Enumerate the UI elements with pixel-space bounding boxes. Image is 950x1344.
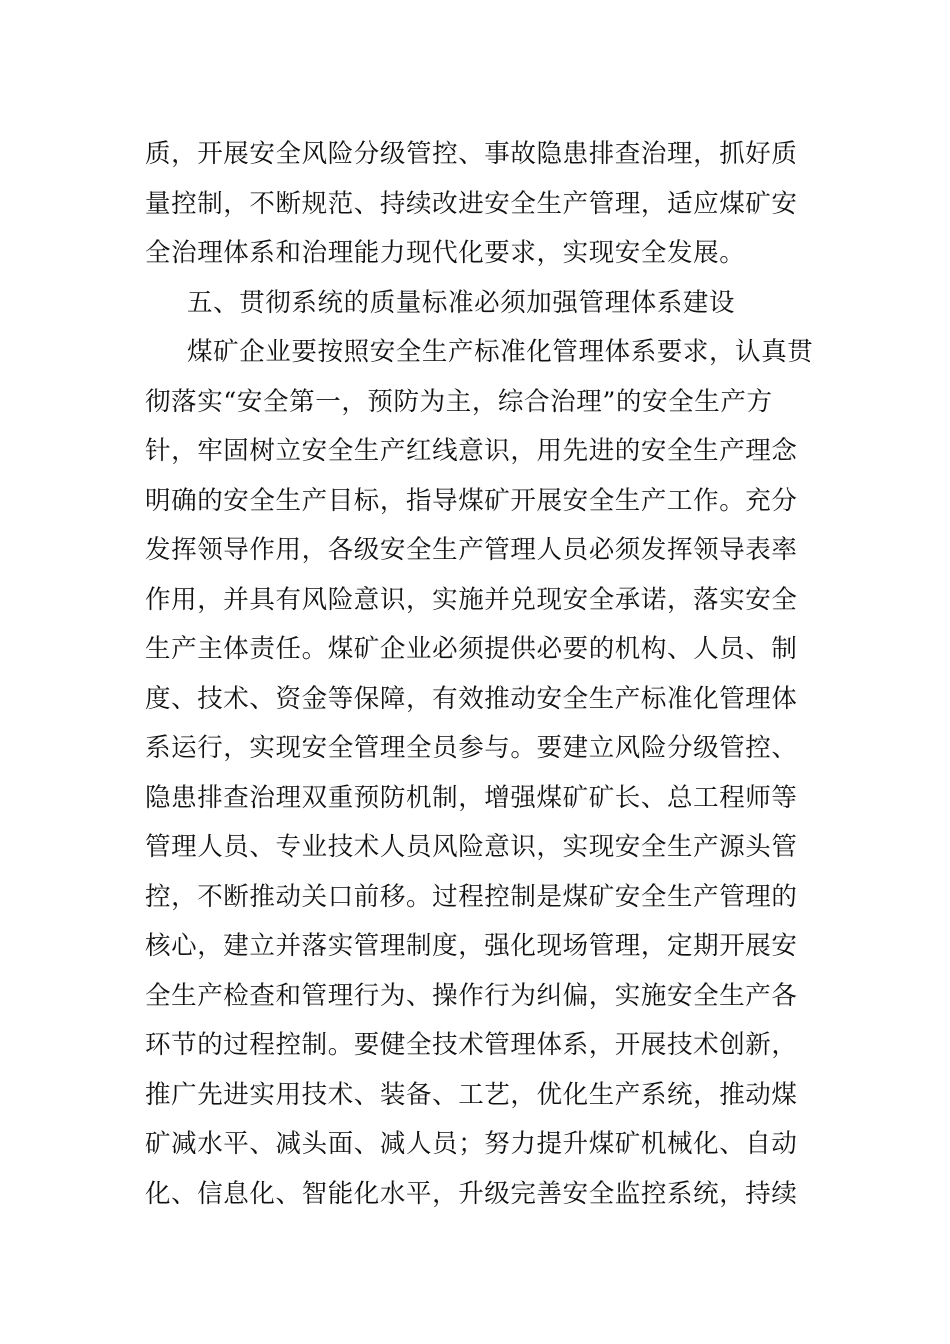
text-line: 发挥领导作用，各级安全生产管理人员必须发挥领导表率 bbox=[145, 535, 798, 565]
text-line: 生产主体责任。煤矿企业必须提供必要的机构、人员、制 bbox=[145, 634, 798, 664]
text-line: 彻落实“安全第一，预防为主，综合治理”的安全生产方 bbox=[145, 386, 773, 417]
text-line: 化、信息化、智能化水平，升级完善安全监控系统，持续 bbox=[145, 1178, 798, 1209]
text-line: 核心，建立并落实管理制度，强化现场管理，定期开展安 bbox=[145, 931, 798, 961]
text-line: 量控制，不断规范、持续改进安全生产管理，适应煤矿安 bbox=[145, 188, 798, 219]
text-line: 矿减水平、减头面、减人员；努力提升煤矿机械化、自动 bbox=[145, 1129, 798, 1159]
text-line: 系运行，实现安全管理全员参与。要建立风险分级管控、 bbox=[145, 733, 798, 763]
text-line: 隐患排查治理双重预防机制，增强煤矿矿长、总工程师等 bbox=[145, 782, 798, 813]
text-line: 全生产检查和管理行为、操作行为纠偏，实施安全生产各 bbox=[145, 980, 798, 1011]
text-line: 煤矿企业要按照安全生产标准化管理体系要求，认真贯 bbox=[187, 337, 814, 367]
text-line: 推广先进实用技术、装备、工艺，优化生产系统，推动煤 bbox=[145, 1079, 798, 1110]
text-line: 控，不断推动关口前移。过程控制是煤矿安全生产管理的 bbox=[145, 881, 798, 912]
text-line: 质，开展安全风险分级管控、事故隐患排查治理，抓好质 bbox=[145, 139, 798, 169]
text-line: 环节的过程控制。要健全技术管理体系，开展技术创新， bbox=[145, 1030, 798, 1060]
text-line: 针，牢固树立安全生产红线意识，用先进的安全生产理念 bbox=[145, 436, 798, 466]
text-line: 度、技术、资金等保障，有效推动安全生产标准化管理体 bbox=[145, 683, 798, 714]
text-line: 明确的安全生产目标，指导煤矿开展安全生产工作。充分 bbox=[145, 485, 798, 516]
text-line: 作用，并具有风险意识，实施并兑现安全承诺，落实安全 bbox=[145, 584, 798, 615]
text-line: 管理人员、专业技术人员风险意识，实现安全生产源头管 bbox=[145, 832, 798, 862]
body-text bbox=[145, 130, 825, 1219]
text-line: 全治理体系和治理能力现代化要求，实现安全发展。 bbox=[145, 238, 746, 268]
section-heading: 五、贯彻系统的质量标准必须加强管理体系建设 bbox=[187, 287, 736, 318]
